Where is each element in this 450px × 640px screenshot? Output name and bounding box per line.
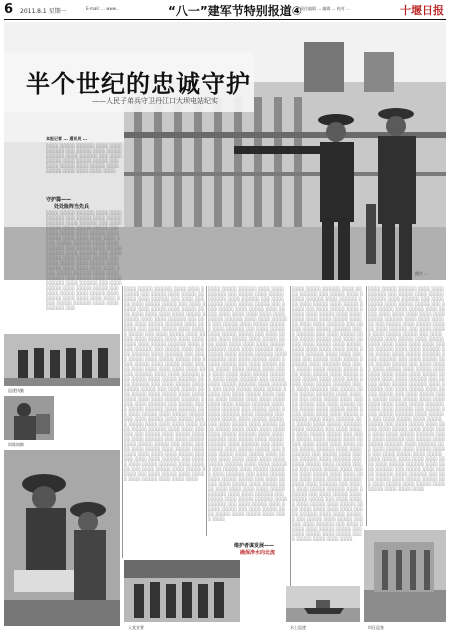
photo-oath (124, 560, 240, 622)
contact-line: E-mail: ... www... (86, 6, 120, 11)
column-divider (122, 286, 123, 558)
photo-boat-caption: 水上巡逻 (290, 625, 306, 630)
photo-training-caption: 训练间隙 (8, 442, 24, 447)
column-divider (290, 286, 291, 586)
photo-boat (286, 586, 360, 622)
column-divider (206, 286, 207, 536)
intro-text-block: ░░░░ ░░░░░ ░░░░░░ ░░░░ ░░░░ ░░░░░░ ░░░ ░░░░░ ░░░░ ░░░░░ ░░░░░░ ░░░░ ░░░░░░ ░░░ ░░░░ ░░░░░ ░░░░ ░░░░░ ░░░░░ ░░░ ░░░░ ░░░░░ ░░░░ ░░░░░ ░░░░ ░░░░░ ░░░░ ░░░░ ░░░░ ░░░░ (46, 143, 122, 173)
photo-soldiers-group (4, 450, 120, 626)
header-rule (4, 19, 446, 20)
middle-text-block-1: ░░░░ ░░░░░ ░░░░░░ ░░░░ ░░░░ ░░░░░░ ░░░ ░░░░░ ░░░░ ░░░░░ ░░░░░░ ░░░░ ░░░░░░ ░░░ ░░░░ ░░░░░ ░░░░ ░░░░░ ░░░░░ ░░░ ░░░░ ░░░░░ ░░░░ ░░░░░ ░░░░ ░░░░░ ░░░░ ░░░░ ░░░░ ░░░░ ░░░░ ░░░░░ ░░░░░░ ░░░░ ░░░░ ░░░░░░ ░░░ ░░░░░ ░░░░ ░░░░░ ░░░░░░ ░░░░ ░░░░░░ ░░░ ░░░░ ░░░░░ ░░░░ ░░░░░ ░░░░░ ░░░ ░░░░ ░░░░░ ░░░░ ░░░░░ ░░░░ ░░░░░ ░░░░ ░░░░ ░░░░ ░░░░ ░░░░ ░░░░░ ░░░░░░ ░░░░ ░░░░ ░░░░░░ ░░░ ░░░░░ ░░░░ ░░░░░ ░░░░░░ ░░░░ ░░░░░░ ░░░ ░░░░ ░░░░░ ░░░░ ░░░░░ ░░░░░ ░░░ ░░░░ ░░░░░ ░░░░ ░░░░░ ░░░░ ░░░░░ ░░░░ ░░░░ ░░░░ ░░░░ ░░░░ ░░░░░ ░░░░░░ ░░░░ ░░░░ ░░░░░░ ░░░ ░░░░░ ░░░░ ░░░░░ ░░░░░░ ░░░░ ░░░░░░ ░░░ ░░░░ ░░░░░ ░░░░ ░░░░░ ░░░░░ ░░░ ░░░░ ░░░░░ ░░░░ ░░░░░ ░░░░ ░░░░░ ░░░░ ░░░░ ░░░░ ░░░░ ░░░░ ░░░░░ ░░░░░░ ░░░░ ░░░░ ░░░░░░ ░░░ ░░░░░ ░░░░ ░░░░░ ░░░░░░ ░░░░ ░░░░░░ ░░░ ░░░░ ░░░░░ ░░░░ ░░░░░ ░░░░░ ░░░ ░░░░ ░░░░░ ░░░░ ░░░░░ ░░░░ ░░░░░ ░░░░ ░░░░ ░░░░ ░░░░ ░░░░ ░░░░░ ░░░░░░ ░░░░ ░░░░ ░░░░░░ ░░░ ░░░░░ ░░░░ ░░░░░ ░░░░░░ ░░░░ ░░░░░░ ░░░ ░░░░ ░░░░░ ░░░░ ░░░░░ ░░░░░ ░░░ ░░░░ ░░░░░ ░░░░ ░░░░░ ░░░░ ░░░░░ ░░░░ ░░░░ ░░░░ ░░░░ ░░░░ ░░░░░ ░░░░░░ ░░░░ ░░░░ ░░░░░░ ░░░ ░░░░░ ░░░░ ░░░░░ ░░░░░░ ░░░░ ░░░░░░ ░░░ ░░░░ ░░░░░ ░░░░ ░░░░░ ░░░░░ ░░░ ░░░░ ░░░░░ ░░░░ ░░░░░ ░░░░ ░░░░░ ░░░░ ░░░░ ░░░░ (124, 286, 206, 481)
right-text-block-2: ░░░░ ░░░░░ ░░░░░░ ░░░░ ░░░░ ░░░░░░ ░░░ ░░░░░ ░░░░ ░░░░░ ░░░░░░ ░░░░ ░░░░░░ ░░░ ░░░░ ░░░░░ ░░░░ ░░░░░ ░░░░░ ░░░ ░░░░ ░░░░░ ░░░░ ░░░░░ ░░░░ ░░░░░ ░░░░ ░░░░ ░░░░ ░░░░ ░░░░ ░░░░░ ░░░░░░ ░░░░ ░░░░ ░░░░░░ ░░░ ░░░░░ ░░░░ ░░░░░ ░░░░░░ ░░░░ ░░░░░░ ░░░ ░░░░ ░░░░░ ░░░░ ░░░░░ ░░░░░ ░░░ ░░░░ ░░░░░ ░░░░ ░░░░░ ░░░░ ░░░░░ ░░░░ ░░░░ ░░░░ ░░░░ ░░░░ ░░░░░ ░░░░░░ ░░░░ ░░░░ ░░░░░░ ░░░ ░░░░░ ░░░░ ░░░░░ ░░░░░░ ░░░░ ░░░░░░ ░░░ ░░░░ ░░░░░ ░░░░ ░░░░░ ░░░░░ ░░░ ░░░░ ░░░░░ ░░░░ ░░░░░ ░░░░ ░░░░░ ░░░░ ░░░░ ░░░░ ░░░░ ░░░░ ░░░░░ ░░░░░░ ░░░░ ░░░░ ░░░░░░ ░░░ ░░░░░ ░░░░ ░░░░░ ░░░░░░ ░░░░ ░░░░░░ ░░░ ░░░░ ░░░░░ ░░░░ ░░░░░ ░░░░░ ░░░ ░░░░ ░░░░░ ░░░░ ░░░░░ ░░░░ ░░░░░ ░░░░ ░░░░ ░░░░ ░░░░ ░░░░ ░░░░░ ░░░░░░ ░░░░ ░░░░ ░░░░░░ ░░░ ░░░░░ ░░░░ ░░░░░ ░░░░░░ ░░░░ ░░░░░░ ░░░ ░░░░ ░░░░░ ░░░░ ░░░░░ ░░░░░ ░░░ ░░░░ ░░░░░ ░░░░ ░░░░░ ░░░░ ░░░░░ ░░░░ ░░░░ ░░░░ ░░░░ ░░░░ ░░░░░ ░░░░░░ ░░░░ ░░░░ ░░░░░░ ░░░ ░░░░░ ░░░░ ░░░░░ ░░░░░░ ░░░░ ░░░░░░ ░░░ ░░░░ ░░░░░ ░░░░ ░░░░░ ░░░░░ ░░░ ░░░░ ░░░░░ ░░░░ ░░░░░ ░░░░ ░░░░░ ░░░░ ░░░░ ░░░░ ░░░░ ░░░░ ░░░░░ ░░░░░░ ░░░░ ░░░░ ░░░░░░ ░░░ ░░░░░ ░░░░ ░░░░░ ░░░░░░ ░░░░ ░░░░░░ ░░░ ░░░░ ░░░░░ ░░░░ ░░░░░ ░░░░░ ░░░ ░░░░ ░░░░░ ░░░░ ░░░░░ ░░░░ ░░░░░ ░░░░ ░░░░ ░░░░ (368, 286, 446, 491)
page-number: 6 (4, 2, 14, 17)
article-subtitle: ——人民子弟兵守卫丹江口大坝电站纪实 (92, 97, 218, 105)
photo-dam-inspection (364, 530, 446, 622)
hero-photo-caption: 图片 ... (415, 271, 429, 276)
middle-text-block-2: ░░░░ ░░░░░ ░░░░░░ ░░░░ ░░░░ ░░░░░░ ░░░ ░░░░░ ░░░░ ░░░░░ ░░░░░░ ░░░░ ░░░░░░ ░░░ ░░░░ ░░░░░ ░░░░ ░░░░░ ░░░░░ ░░░ ░░░░ ░░░░░ ░░░░ ░░░░░ ░░░░ ░░░░░ ░░░░ ░░░░ ░░░░ ░░░░ ░░░░ ░░░░░ ░░░░░░ ░░░░ ░░░░ ░░░░░░ ░░░ ░░░░░ ░░░░ ░░░░░ ░░░░░░ ░░░░ ░░░░░░ ░░░ ░░░░ ░░░░░ ░░░░ ░░░░░ ░░░░░ ░░░ ░░░░ ░░░░░ ░░░░ ░░░░░ ░░░░ ░░░░░ ░░░░ ░░░░ ░░░░ ░░░░ ░░░░ ░░░░░ ░░░░░░ ░░░░ ░░░░ ░░░░░░ ░░░ ░░░░░ ░░░░ ░░░░░ ░░░░░░ ░░░░ ░░░░░░ ░░░ ░░░░ ░░░░░ ░░░░ ░░░░░ ░░░░░ ░░░ ░░░░ ░░░░░ ░░░░ ░░░░░ ░░░░ ░░░░░ ░░░░ ░░░░ ░░░░ ░░░░ ░░░░ ░░░░░ ░░░░░░ ░░░░ ░░░░ ░░░░░░ ░░░ ░░░░░ ░░░░ ░░░░░ ░░░░░░ ░░░░ ░░░░░░ ░░░ ░░░░ ░░░░░ ░░░░ ░░░░░ ░░░░░ ░░░ ░░░░ ░░░░░ ░░░░ ░░░░░ ░░░░ ░░░░░ ░░░░ ░░░░ ░░░░ ░░░░ ░░░░ ░░░░░ ░░░░░░ ░░░░ ░░░░ ░░░░░░ ░░░ ░░░░░ ░░░░ ░░░░░ ░░░░░░ ░░░░ ░░░░░░ ░░░ ░░░░ ░░░░░ ░░░░ ░░░░░ ░░░░░ ░░░ ░░░░ ░░░░░ ░░░░ ░░░░░ ░░░░ ░░░░░ ░░░░ ░░░░ ░░░░ ░░░░ ░░░░ ░░░░░ ░░░░░░ ░░░░ ░░░░ ░░░░░░ ░░░ ░░░░░ ░░░░ ░░░░░ ░░░░░░ ░░░░ ░░░░░░ ░░░ ░░░░ ░░░░░ ░░░░ ░░░░░ ░░░░░ ░░░ ░░░░ ░░░░░ ░░░░ ░░░░░ ░░░░ ░░░░░ ░░░░ ░░░░ ░░░░ ░░░░ ░░░░ ░░░░░ ░░░░░░ ░░░░ ░░░░ ░░░░░░ ░░░ ░░░░░ ░░░░ ░░░░░ ░░░░░░ ░░░░ ░░░░░░ ░░░ ░░░░ ░░░░░ ░░░░ ░░░░░ ░░░░░ ░░░ ░░░░ ░░░░░ ░░░░ ░░░░░ ░░░░ ░░░░░ ░░░░ ░░░░ ░░░░ ░░░░ ░░░░ ░░░░░ ░░░░░░ ░░░░ ░░░░ ░░░░░░ ░░░ ░░░░░ ░░░░ ░░░░░ ░░░░░░ ░░░░ ░░░░░░ ░░░ ░░░░ ░░░░░ ░░░░ ░░░░░ ░░░░░ ░░░ ░░░░ ░░░░░ ░░░░ ░░░░░ ░░░░ ░░░░░ ░░░░ ░░░░ ░░░░ (208, 286, 287, 521)
column-divider (366, 286, 367, 526)
subhead-guard: 守护篇—— (46, 197, 72, 203)
subhead-development-lead: 维护者谋发展—— (234, 543, 275, 549)
subhead-clean-water: 确保净水向北流 (240, 550, 276, 556)
article-title: 半个世纪的忠诚守护 (26, 70, 251, 98)
photo-training (4, 396, 54, 440)
section-title: “八一”建军节特别报道④ (168, 4, 302, 18)
photo-dam-inspection-caption: 坝区巡查 (368, 625, 384, 630)
photo-oath-caption: 入党宣誓 (128, 625, 144, 630)
left-text-block: ░░░░ ░░░░░ ░░░░░░ ░░░░ ░░░░ ░░░░░░ ░░░ ░░░░░ ░░░░ ░░░░░ ░░░░░░ ░░░░ ░░░░░░ ░░░ ░░░░ ░░░░░ ░░░░ ░░░░░ ░░░░░ ░░░ ░░░░ ░░░░░ ░░░░ ░░░░░ ░░░░ ░░░░░ ░░░░ ░░░░ ░░░░ ░░░░ ░░░░ ░░░░░ ░░░░░░ ░░░░ ░░░░ ░░░░░░ ░░░ ░░░░░ ░░░░ ░░░░░ ░░░░░░ ░░░░ ░░░░░░ ░░░ ░░░░ ░░░░░ ░░░░ ░░░░░ ░░░░░ ░░░ ░░░░ ░░░░░ ░░░░ ░░░░░ ░░░░ ░░░░░ ░░░░ ░░░░ ░░░░ ░░░░ ░░░░ ░░░░░ ░░░░░░ ░░░░ ░░░░ ░░░░░░ ░░░ ░░░░░ ░░░░ ░░░░░ ░░░░░░ ░░░░ ░░░░░░ ░░░ ░░░░ ░░░░░ ░░░░ ░░░░░ ░░░░░ ░░░ ░░░░ ░░░░░ ░░░░ ░░░░░ ░░░░ ░░░░░ ░░░░ ░░░░ ░░░░ ░░░░ ░░░░ ░░░░░ ░░░░░░ ░░░░ ░░░░ ░░░░░░ ░░░ (46, 210, 122, 310)
right-text-block-1: ░░░░ ░░░░░ ░░░░░░ ░░░░ ░░░░ ░░░░░░ ░░░ ░░░░░ ░░░░ ░░░░░ ░░░░░░ ░░░░ ░░░░░░ ░░░ ░░░░ ░░░░░ ░░░░ ░░░░░ ░░░░░ ░░░ ░░░░ ░░░░░ ░░░░ ░░░░░ ░░░░ ░░░░░ ░░░░ ░░░░ ░░░░ ░░░░ ░░░░ ░░░░░ ░░░░░░ ░░░░ ░░░░ ░░░░░░ ░░░ ░░░░░ ░░░░ ░░░░░ ░░░░░░ ░░░░ ░░░░░░ ░░░ ░░░░ ░░░░░ ░░░░ ░░░░░ ░░░░░ ░░░ ░░░░ ░░░░░ ░░░░ ░░░░░ ░░░░ ░░░░░ ░░░░ ░░░░ ░░░░ ░░░░ ░░░░ ░░░░░ ░░░░░░ ░░░░ ░░░░ ░░░░░░ ░░░ ░░░░░ ░░░░ ░░░░░ ░░░░░░ ░░░░ ░░░░░░ ░░░ ░░░░ ░░░░░ ░░░░ ░░░░░ ░░░░░ ░░░ ░░░░ ░░░░░ ░░░░ ░░░░░ ░░░░ ░░░░░ ░░░░ ░░░░ ░░░░ ░░░░ ░░░░ ░░░░░ ░░░░░░ ░░░░ ░░░░ ░░░░░░ ░░░ ░░░░░ ░░░░ ░░░░░ ░░░░░░ ░░░░ ░░░░░░ ░░░ ░░░░ ░░░░░ ░░░░ ░░░░░ ░░░░░ ░░░ ░░░░ ░░░░░ ░░░░ ░░░░░ ░░░░ ░░░░░ ░░░░ ░░░░ ░░░░ ░░░░ ░░░░ ░░░░░ ░░░░░░ ░░░░ ░░░░ ░░░░░░ ░░░ ░░░░░ ░░░░ ░░░░░ ░░░░░░ ░░░░ ░░░░░░ ░░░ ░░░░ ░░░░░ ░░░░ ░░░░░ ░░░░░ ░░░ ░░░░ ░░░░░ ░░░░ ░░░░░ ░░░░ ░░░░░ ░░░░ ░░░░ ░░░░ ░░░░ ░░░░ ░░░░░ ░░░░░░ ░░░░ ░░░░ ░░░░░░ ░░░ ░░░░░ ░░░░ ░░░░░ ░░░░░░ ░░░░ ░░░░░░ ░░░ ░░░░ ░░░░░ ░░░░ ░░░░░ ░░░░░ ░░░ ░░░░ ░░░░░ ░░░░ ░░░░░ ░░░░ ░░░░░ ░░░░ ░░░░ ░░░░ ░░░░ ░░░░ ░░░░░ ░░░░░░ ░░░░ ░░░░ ░░░░░░ ░░░ ░░░░░ ░░░░ ░░░░░ ░░░░░░ ░░░░ ░░░░░░ ░░░ ░░░░ ░░░░░ ░░░░ ░░░░░ ░░░░░ ░░░ ░░░░ ░░░░░ ░░░░ ░░░░░ ░░░░ ░░░░░ ░░░░ ░░░░ ░░░░ ░░░░ ░░░░ ░░░░░ ░░░░░░ ░░░░ ░░░░ ░░░░░░ ░░░ ░░░░░ ░░░░ ░░░░░ ░░░░░░ ░░░░ ░░░░░░ ░░░ ░░░░ ░░░░░ ░░░░ ░░░░░ ░░░░░ ░░░ ░░░░ ░░░░░ ░░░░ ░░░░░ ░░░░ ░░░░░ ░░░░ ░░░░ ░░░░ (292, 286, 363, 541)
byline: 本报记者 ... 通讯员 ... (46, 136, 88, 141)
subhead-guard-2: 处处险阵当先兵 (54, 204, 90, 210)
photo-patrol (4, 334, 120, 386)
date-line: 2011.8.1 星期一 (20, 8, 67, 15)
editors-line: 责任编辑 ... 编辑 ... 校对 ... (300, 6, 350, 11)
photo-patrol-caption: 巡逻执勤 (8, 388, 24, 393)
newspaper-brand: 十堰日报 (400, 4, 444, 17)
